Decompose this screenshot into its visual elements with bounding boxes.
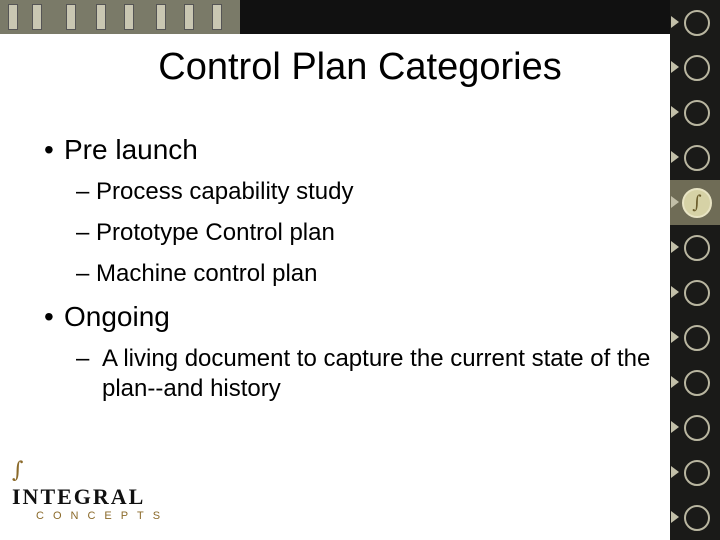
- subitem: [76, 177, 353, 207]
- decorative-ring-icon: [670, 450, 720, 495]
- integral-concepts-logo: [8, 458, 168, 528]
- bullet-glyph: •: [44, 134, 54, 165]
- pattern-cell: [156, 4, 166, 30]
- triangle-icon: [671, 241, 679, 253]
- ring-icon: [684, 415, 710, 441]
- subitem: [76, 259, 318, 289]
- dash-glyph: –: [76, 260, 90, 287]
- decorative-ring-icon: [670, 360, 720, 405]
- slide-title: Control Plan Categories: [158, 46, 562, 88]
- ring-icon: [684, 505, 710, 531]
- ring-icon: [684, 325, 710, 351]
- pattern-cell: [96, 4, 106, 30]
- decorative-ring-icon: [670, 135, 720, 180]
- logo-tagline: CONCEPTS: [36, 510, 170, 522]
- subitem-text: Machine control plan: [96, 260, 318, 287]
- triangle-icon: [671, 151, 679, 163]
- dash-glyph: –: [76, 345, 90, 372]
- subitem-text: Process capability study: [96, 178, 354, 205]
- decorative-ring-icon: [670, 270, 720, 315]
- ring-icon: [684, 100, 710, 126]
- integral-symbol-icon: [670, 180, 720, 225]
- ring-icon: [684, 460, 710, 486]
- decorative-ring-icon: [670, 225, 720, 270]
- decorative-ring-icon: [670, 315, 720, 360]
- ring-icon: [684, 370, 710, 396]
- triangle-icon: [671, 376, 679, 388]
- top-pattern-strip: [0, 0, 240, 34]
- ring-icon: [684, 280, 710, 306]
- pattern-cell: [32, 4, 42, 30]
- ring-icon: [684, 10, 710, 36]
- triangle-icon: [671, 16, 679, 28]
- decorative-ring-icon: [670, 495, 720, 540]
- top-decorative-bar: [0, 0, 720, 34]
- triangle-icon: [671, 106, 679, 118]
- triangle-icon: [671, 196, 679, 208]
- triangle-icon: [671, 331, 679, 343]
- triangle-icon: [671, 286, 679, 298]
- integral-symbol-icon: ∫: [12, 458, 24, 483]
- decorative-ring-icon: [670, 0, 720, 45]
- pattern-cell: [66, 4, 76, 30]
- bullet-label: Ongoing: [64, 301, 170, 332]
- subitem-text: Prototype Control plan: [96, 219, 335, 246]
- decorative-ring-icon: [670, 90, 720, 135]
- pattern-cell: [184, 4, 194, 30]
- triangle-icon: [671, 466, 679, 478]
- bullet-label: Pre launch: [64, 134, 198, 165]
- pattern-cell: [212, 4, 222, 30]
- ring-icon: [684, 145, 710, 171]
- bullet-pre-launch: [44, 134, 198, 166]
- triangle-icon: [671, 511, 679, 523]
- bullet-glyph: •: [44, 301, 54, 332]
- subitem: [76, 344, 670, 404]
- dash-glyph: –: [76, 219, 90, 246]
- bullet-ongoing: [44, 301, 170, 333]
- subitem: [76, 218, 335, 248]
- subitem-text: A living document to capture the current state of the plan--and history: [102, 345, 651, 402]
- decorative-ring-icon: [670, 405, 720, 450]
- ring-icon: ∫: [682, 188, 712, 218]
- pattern-cell: [8, 4, 18, 30]
- pattern-cell: [124, 4, 134, 30]
- dash-glyph: –: [76, 178, 90, 205]
- logo-name: INTEGRAL: [12, 484, 146, 509]
- triangle-icon: [671, 421, 679, 433]
- ring-icon: [684, 235, 710, 261]
